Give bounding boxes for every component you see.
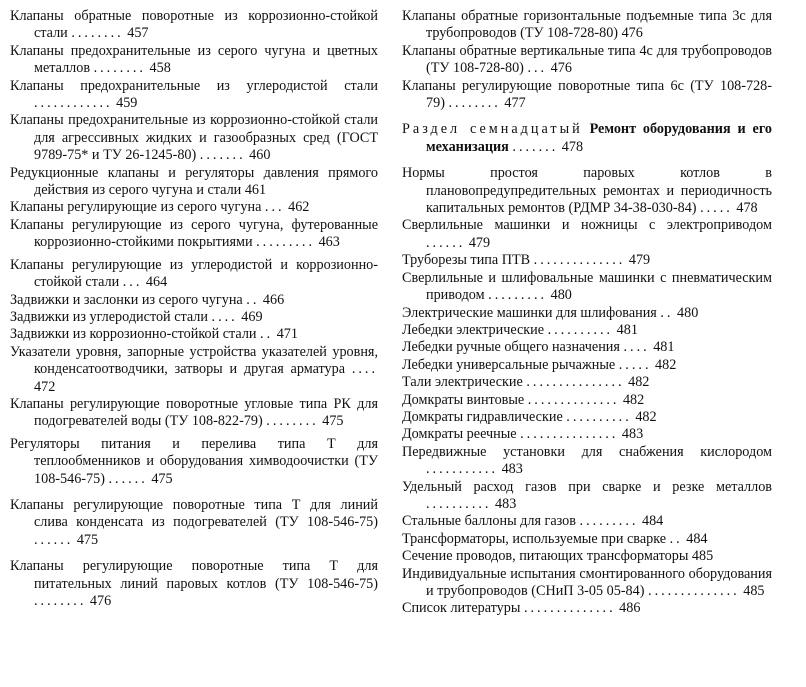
toc-entry: Тали электрические ............... 482 bbox=[402, 374, 650, 391]
page-number: 483 bbox=[621, 426, 644, 443]
toc-entry: Трансформаторы, используемые при сварке .. 484 bbox=[402, 530, 708, 547]
page-number: 472 bbox=[34, 378, 56, 395]
toc-entry: Труборезы типа ПТВ .............. 479 bbox=[402, 252, 651, 269]
toc-entry: Домкраты реечные ............... 483 bbox=[402, 426, 644, 443]
page-number: 476 bbox=[550, 60, 572, 77]
page-number: 482 bbox=[655, 356, 677, 373]
toc-entry: Электрические машинки для шлифования .. 480 bbox=[402, 304, 699, 321]
page-number: 463 bbox=[318, 234, 340, 251]
toc-entry: Клапаны регулирующие из серого чугуна ... 462 bbox=[10, 199, 310, 216]
toc-entry: Лебедки универсальные рычажные ..... 482 bbox=[402, 356, 677, 373]
page-number: 483 bbox=[501, 461, 523, 478]
page-number: 471 bbox=[276, 326, 298, 343]
toc-entry: Сверлильные и шлифовальные машинки с пневматическим приводом ......... 480 bbox=[402, 269, 772, 304]
toc-left-column bbox=[10, 8, 378, 610]
page-number: 475 bbox=[322, 413, 344, 430]
page-number: 478 bbox=[561, 138, 584, 155]
page-number: 461 bbox=[244, 182, 267, 199]
toc-entry: Удельный расход газов при сварке и резке металлов .......... 483 bbox=[402, 478, 772, 512]
page-number: 485 bbox=[691, 548, 714, 565]
toc-entry: Нормы простоя паровых котлов в плановопредупредительных ремонтах и периодичность капитальных ремонтов (РДМР 34-38-030-84) ..... 478 bbox=[402, 165, 772, 217]
toc-entry: Указатели уровня, запорные устройства указателей уровня, конденсатоотводчики, затворы и другая арматура .... 472 bbox=[10, 343, 378, 395]
page-number: 482 bbox=[635, 408, 657, 425]
page-number: 484 bbox=[641, 513, 664, 530]
section-label: Раздел семнадцатый bbox=[402, 121, 583, 138]
page-number: 469 bbox=[241, 308, 263, 325]
toc-entry: Клапаны регулирующие поворотные типа 6с (ТУ 108-728-79) ........ 477 bbox=[402, 77, 772, 112]
toc-entry: Клапаны регулирующие поворотные типа Т для линий слива конденсата из подогревателей (ТУ 108-546-75) ...... 475 bbox=[10, 496, 378, 548]
toc-entry: Клапаны регулирующие поворотные типа Т для питательных линий паровых котлов (ТУ 108-546-75) ........ 476 bbox=[10, 558, 378, 609]
toc-entry: Клапаны предохранительные из углеродистой стали ............ 459 bbox=[10, 77, 378, 112]
page-number: 475 bbox=[151, 470, 173, 487]
page-number: 482 bbox=[628, 374, 650, 391]
toc-entry: Сверлильные машинки и ножницы с электроприводом ...... 479 bbox=[402, 217, 772, 251]
page-number: 459 bbox=[116, 95, 138, 112]
page-number: 483 bbox=[495, 495, 517, 512]
page-number: 477 bbox=[504, 95, 526, 112]
toc-entry: Сечение проводов, питающих трансформаторы 485 bbox=[402, 548, 714, 565]
page-number: 458 bbox=[149, 60, 171, 77]
toc-entry: Индивидуальные испытания смонтированного оборудования и трубопроводов (СНиП 3-05 05-84) .............. 485 bbox=[402, 565, 772, 599]
page-number: 482 bbox=[622, 391, 645, 408]
page-number: 478 bbox=[736, 200, 758, 217]
toc-entry: Клапаны предохранительные из коррозионно-стойкой стали для агрессивных жидких и газообразных сред (ГОСТ 9789-75* и ТУ 26-1245-80) ....... 460 bbox=[10, 112, 378, 164]
toc-entry: Клапаны предохранительные из серого чугуна и цветных металлов ........ 458 bbox=[10, 42, 378, 77]
page-number: 479 bbox=[628, 252, 651, 269]
toc-entry: Передвижные установки для снабжения кислородом ........... 483 bbox=[402, 443, 772, 478]
toc-entry: Клапаны регулирующие из серого чугуна, футерованные коррозионно-стойкими покрытиями ......... 463 bbox=[10, 216, 378, 251]
toc-entry: Домкраты винтовые .............. 482 bbox=[402, 391, 645, 408]
toc-entry: Клапаны обратные горизонтальные подъемные типа 3с для трубопроводов (ТУ 108-728-80) 476 bbox=[402, 8, 772, 42]
toc-section-heading: Раздел семнадцатый Ремонт оборудования и его механизация ....... 478 bbox=[402, 121, 773, 155]
page-number: 480 bbox=[550, 287, 572, 304]
page-number: 462 bbox=[288, 199, 310, 216]
page-number: 476 bbox=[621, 25, 643, 42]
toc-entry: Клапаны обратные вертикальные типа 4с для трубопроводов (ТУ 108-728-80) ... 476 bbox=[402, 42, 772, 77]
toc-entry: Список литературы .............. 486 bbox=[402, 600, 641, 617]
page-number: 475 bbox=[76, 531, 99, 548]
page-number: 460 bbox=[249, 147, 271, 164]
page-number: 464 bbox=[145, 274, 168, 291]
page-number: 486 bbox=[619, 600, 641, 617]
page-number: 476 bbox=[89, 593, 112, 609]
toc-entry: Редукционные клапаны и регуляторы давления прямого действия из серого чугуна и стали 461 bbox=[10, 164, 378, 199]
page-number: 484 bbox=[686, 530, 708, 547]
toc-entry: Клапаны регулирующие поворотные угловые типа РК для подогревателей воды (ТУ 108-822-79) ........ 475 bbox=[10, 395, 378, 430]
page-number: 480 bbox=[677, 304, 699, 321]
toc-entry: Задвижки из углеродистой стали .... 469 bbox=[10, 308, 263, 325]
toc-right-column bbox=[402, 8, 772, 618]
section-title: Ремонт оборудования и его механизация bbox=[426, 121, 773, 155]
toc-entry: Задвижки и заслонки из серого чугуна .. 466 bbox=[10, 291, 285, 308]
page-number: 481 bbox=[653, 339, 675, 356]
toc-entry: Лебедки электрические .......... 481 bbox=[402, 321, 638, 338]
toc-entry: Клапаны регулирующие из углеродистой и коррозионно-стойкой стали ... 464 bbox=[10, 256, 378, 291]
toc-entry: Стальные баллоны для газов ......... 484 bbox=[402, 513, 664, 530]
page-number: 457 bbox=[127, 25, 149, 42]
page-number: 479 bbox=[468, 234, 491, 251]
toc-entry: Клапаны обратные поворотные из коррозионно-стойкой стали ........ 457 bbox=[10, 8, 378, 42]
page-number: 481 bbox=[616, 321, 638, 338]
toc-entry: Лебедки ручные общего назначения .... 481 bbox=[402, 339, 675, 356]
toc-entry: Задвижки из коррозионно-стойкой стали .. 471 bbox=[10, 326, 298, 343]
toc-entry: Регуляторы питания и перелива типа Т для теплообменников и оборудования химводоочистки (ТУ 108-546-75) ...... 475 bbox=[10, 435, 378, 487]
page-number: 466 bbox=[262, 291, 285, 308]
toc-entry: Домкраты гидравлические .......... 482 bbox=[402, 408, 657, 425]
page-number: 485 bbox=[743, 583, 765, 599]
